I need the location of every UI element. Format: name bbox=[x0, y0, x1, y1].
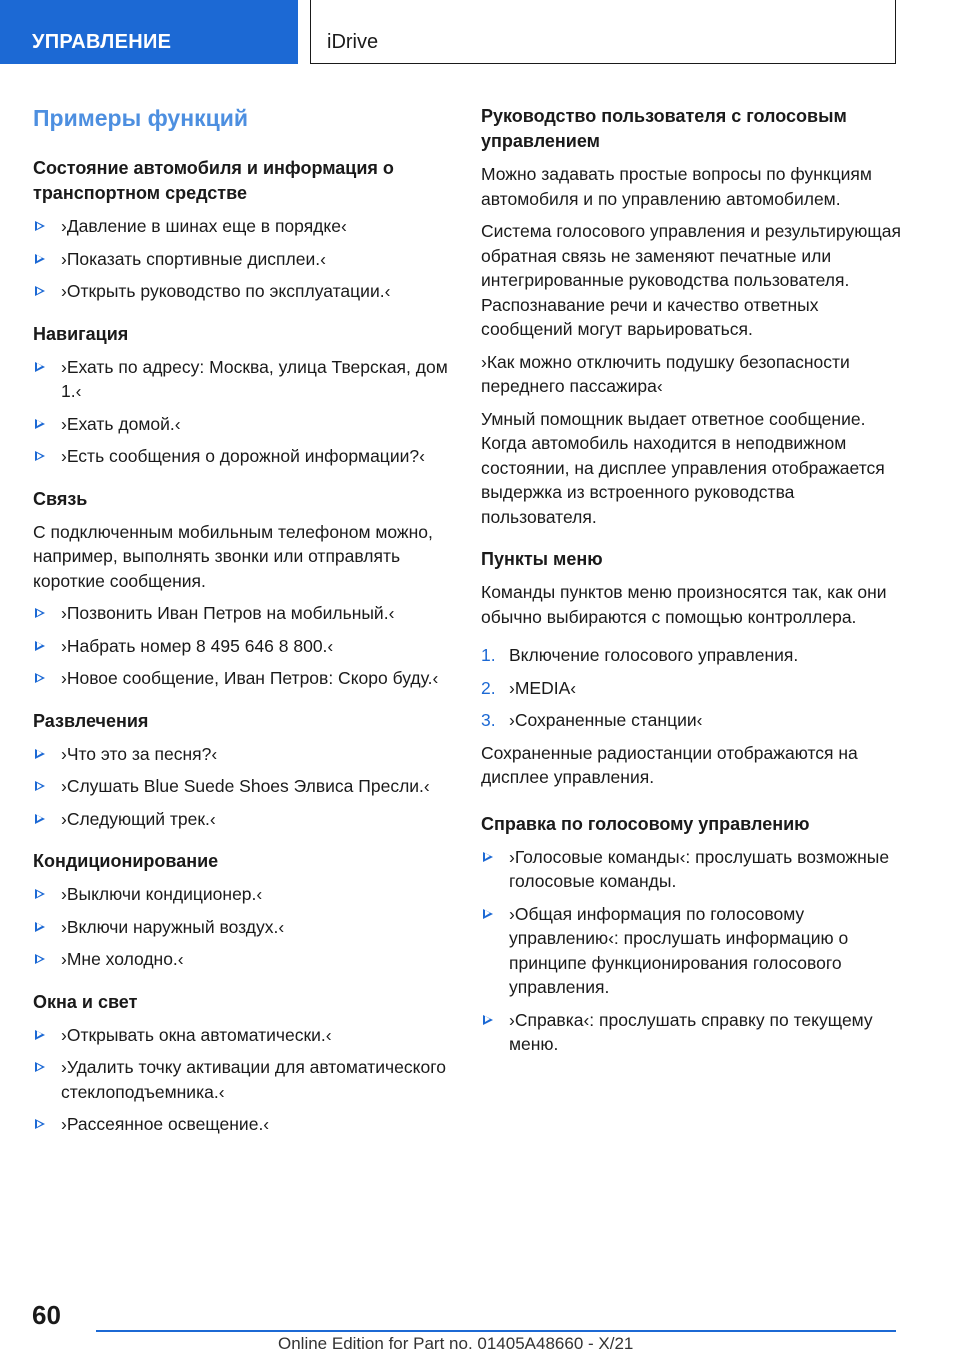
section-title-voice-guide: Руководство пользователя с голосовым управлением bbox=[481, 106, 847, 151]
chapter-tab: iDrive bbox=[310, 0, 896, 64]
bullet-list bbox=[33, 601, 453, 691]
triangle-bullet-icon bbox=[35, 254, 45, 264]
right-column bbox=[481, 104, 901, 1075]
guide-paragraph: Можно задавать простые вопросы по функциям автомобиля и по управлению автомобилем. bbox=[481, 164, 872, 209]
triangle-bullet-icon bbox=[35, 419, 45, 429]
step-number: 1. bbox=[481, 645, 496, 665]
list-item: 1. Включение голосового управления. bbox=[481, 643, 901, 668]
list-item: ›Справка‹: прослушать справку по текущему меню. bbox=[481, 1008, 901, 1057]
triangle-bullet-icon bbox=[35, 362, 45, 372]
communication-text: С подключенным мобильным телефоном можно, например, выполнять звонки или отправлять короткие сообщения. bbox=[33, 521, 433, 591]
page-number: 60 bbox=[32, 1300, 61, 1330]
section-title-vehicle-status: Состояние автомобиля и информация о транспортном средстве bbox=[33, 158, 394, 203]
numbered-list bbox=[481, 643, 901, 733]
footer-divider bbox=[96, 1330, 896, 1332]
step-number: 2. bbox=[481, 677, 496, 698]
triangle-bullet-icon bbox=[483, 852, 493, 862]
section-title-voice-help: Справка по голосовому управлению bbox=[481, 813, 810, 834]
list-item: 3. ›Сохраненные станции‹ bbox=[481, 708, 901, 733]
section-title-entertainment: Развлечения bbox=[33, 710, 149, 731]
section-tab: УПРАВЛЕНИЕ bbox=[0, 0, 298, 64]
list-item: ›Открыть руководство по эксплуатации.‹ bbox=[33, 279, 453, 304]
list-item: ›Ехать по адресу: Москва, улица Тверская, дом 1.‹ bbox=[33, 355, 453, 404]
list-item: ›Позвонить Иван Петров на мобильный.‹ bbox=[33, 601, 453, 626]
triangle-bullet-icon bbox=[483, 1015, 493, 1025]
list-item: ›Выключи кондиционер.‹ bbox=[33, 882, 453, 907]
bullet-list bbox=[33, 1023, 453, 1137]
section-title-windows-light: Окна и свет bbox=[33, 991, 138, 1012]
triangle-bullet-icon bbox=[35, 781, 45, 791]
step-number: 3. bbox=[481, 710, 496, 730]
guide-paragraph: Умный помощник выдает ответное сообщение. Когда автомобиль находится в неподвижном состоянии, на дисплее управления отображается выдержка из встроенного руководства пользователя. bbox=[481, 408, 885, 527]
list-item: ›Что это за песня?‹ bbox=[33, 742, 453, 767]
triangle-bullet-icon bbox=[35, 673, 45, 683]
bullet-list bbox=[481, 845, 901, 1057]
footer-edition: Online Edition for Part no. 01405A48660 - X/21 bbox=[278, 1334, 634, 1353]
bullet-list bbox=[33, 214, 453, 304]
triangle-bullet-icon bbox=[35, 922, 45, 932]
bullet-list bbox=[33, 742, 453, 832]
page-title: Примеры функций bbox=[33, 105, 249, 131]
triangle-bullet-icon bbox=[35, 286, 45, 296]
list-item: ›Мне холодно.‹ bbox=[33, 947, 453, 972]
list-item: ›Ехать домой.‹ bbox=[33, 412, 453, 437]
triangle-bullet-icon bbox=[35, 641, 45, 651]
triangle-bullet-icon bbox=[35, 1062, 45, 1072]
guide-example-command: ›Как можно отключить подушку безопасности переднего пассажира‹ bbox=[481, 351, 850, 396]
triangle-bullet-icon bbox=[483, 909, 493, 919]
section-title-communication: Связь bbox=[33, 488, 88, 509]
menu-paragraph: Команды пунктов меню произносятся так, как они обычно выбираются с помощью контроллера. bbox=[481, 582, 887, 627]
list-item: ›Давление в шинах еще в порядке‹ bbox=[33, 214, 453, 239]
left-column bbox=[33, 104, 453, 1155]
list-item: ›Новое сообщение, Иван Петров: Скоро буду.‹ bbox=[33, 666, 453, 691]
menu-paragraph: Сохраненные радиостанции отображаются на дисплее управления. bbox=[481, 742, 858, 787]
list-item: ›Набрать номер 8 495 646 8 800.‹ bbox=[33, 634, 453, 659]
list-item: ›Включи наружный воздух.‹ bbox=[33, 915, 453, 940]
section-title-navigation: Навигация bbox=[33, 323, 129, 344]
triangle-bullet-icon bbox=[35, 451, 45, 461]
list-item: ›Показать спортивные дисплеи.‹ bbox=[33, 247, 453, 272]
list-item: ›Слушать Blue Suede Shoes Элвиса Пресли.‹ bbox=[33, 774, 453, 799]
list-item: ›Голосовые команды‹: прослушать возможные голосовые команды. bbox=[481, 845, 901, 894]
triangle-bullet-icon bbox=[35, 954, 45, 964]
bullet-list bbox=[33, 882, 453, 972]
list-item: ›Общая информация по голосовому управлению‹: прослушать информацию о принципе функционирования голосового управления. bbox=[481, 902, 901, 1000]
triangle-bullet-icon bbox=[35, 889, 45, 899]
triangle-bullet-icon bbox=[35, 608, 45, 618]
list-item: ›Следующий трек.‹ bbox=[33, 807, 453, 832]
list-item: ›Открывать окна автоматически.‹ bbox=[33, 1023, 453, 1048]
triangle-bullet-icon bbox=[35, 814, 45, 824]
list-item: ›Есть сообщения о дорожной информации?‹ bbox=[33, 444, 453, 469]
triangle-bullet-icon bbox=[35, 221, 45, 231]
bullet-list bbox=[33, 355, 453, 469]
list-item: ›Рассеянное освещение.‹ bbox=[33, 1112, 453, 1137]
list-item: ›Удалить точку активации для автоматического стеклоподъемника.‹ bbox=[33, 1055, 453, 1104]
section-title-menu-items: Пункты меню bbox=[481, 549, 603, 569]
triangle-bullet-icon bbox=[35, 1119, 45, 1129]
triangle-bullet-icon bbox=[35, 749, 45, 759]
list-item: 2. ›MEDIA‹ bbox=[481, 676, 901, 701]
guide-paragraph: Система голосового управления и результирующая обратная связь не заменяют печатные или интегрированные руководства пользователя. Распознавание речи и качество ответных сообщений могут варьироваться. bbox=[481, 221, 901, 339]
section-title-climate: Кондиционирование bbox=[33, 851, 219, 871]
triangle-bullet-icon bbox=[35, 1030, 45, 1040]
